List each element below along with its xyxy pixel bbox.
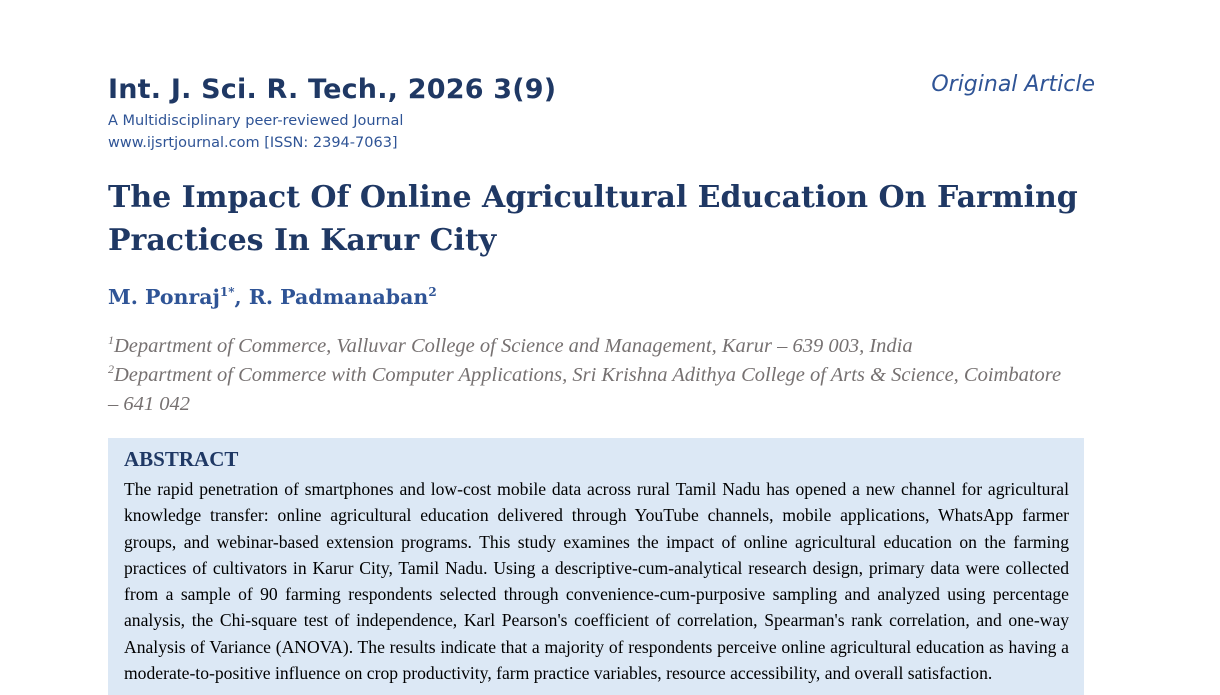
affiliation bbox=[108, 355, 1068, 419]
author-name: M. Ponraj bbox=[108, 285, 220, 309]
abstract-heading: ABSTRACT bbox=[124, 447, 239, 471]
affiliation-marker: 2 bbox=[108, 362, 114, 376]
journal-name: Int. J. Sci. R. Tech., 2026 3(9) bbox=[108, 74, 557, 105]
author-name: R. Padmanaban bbox=[248, 285, 429, 309]
author-list bbox=[108, 285, 437, 309]
author-separator: , bbox=[234, 285, 249, 309]
journal-site-issn: www.ijsrtjournal.com [ISSN: 2394-7063] bbox=[108, 135, 398, 151]
author-marker: 2 bbox=[428, 285, 437, 300]
affiliation-text: Department of Commerce with Computer Applications, Sri Krishna Adithya College of Arts & Science, Coimbatore – 641 042 bbox=[108, 363, 1062, 415]
affiliation-marker: 1 bbox=[108, 333, 114, 347]
article-type-label: Original Article bbox=[931, 72, 1095, 97]
abstract-box bbox=[108, 438, 1084, 695]
journal-tagline: A Multidisciplinary peer-reviewed Journal bbox=[108, 113, 404, 129]
author-marker: 1* bbox=[219, 285, 235, 300]
affiliation-text: Department of Commerce, Valluvar College of Science and Management, Karur – 639 003, India bbox=[114, 334, 913, 357]
abstract-body: The rapid penetration of smartphones and low-cost mobile data across rural Tamil Nadu has opened a new channel for agricultural knowledge transfer: online agricultural education delivered through YouTube channels, mobile applications, WhatsApp farmer groups, and webinar-based extension programs. This study examines the impact of online agricultural education on the farming practices of cultivators in Karur City, Tamil Nadu. Using a descriptive-cum-analytical research design, primary data were collected from a sample of 90 farming respondents selected through convenience-cum-purposive sampling and analyzed using percentage analysis, the Chi-square test of independence, Karl Pearson's coefficient of correlation, Spearman's rank correlation, and one-way Analysis of Variance (ANOVA). The results indicate that a majority of respondents perceive online agricultural education as having a moderate-to-positive influence on crop productivity, farm practice variables, resource accessibility, and overall satisfaction. bbox=[124, 479, 1069, 684]
paper-title: The Impact Of Online Agricultural Education On Farming Practices In Karur City bbox=[108, 180, 1078, 258]
